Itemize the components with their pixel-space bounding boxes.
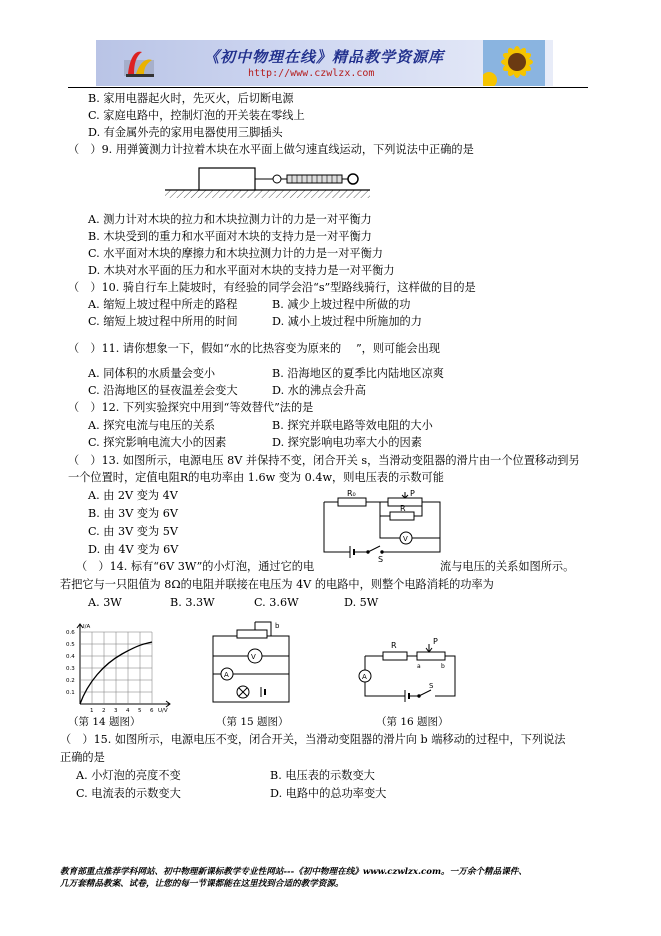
option-line: A. 测力计对木块的拉力和木块拉测力计的力是一对平衡力 bbox=[88, 213, 372, 226]
header-title: 《初中物理在线》精品教学资源库 bbox=[204, 48, 445, 66]
option-line: D. 探究影响电功率大小的因素 bbox=[272, 436, 422, 449]
option-line: D. 木块对水平面的压力和水平面对木块的支持力是一对平衡力 bbox=[88, 264, 395, 277]
option-line: D. 电路中的总功率变大 bbox=[270, 787, 387, 800]
fig16-label-a: a bbox=[417, 663, 421, 670]
fig16-label-p: P bbox=[433, 637, 438, 646]
option-line: C. 由 3V 变为 5V bbox=[88, 525, 178, 538]
fig14-xtick: 2 bbox=[102, 708, 106, 714]
footer bbox=[60, 866, 620, 890]
footer-line-2: 几万套精品教案、试卷，让您的每一节课都能在这里找到合适的教学资源。 bbox=[60, 879, 344, 889]
question-15-cont: 正确的是 bbox=[60, 751, 105, 764]
option-line: D. 减小上坡过程中所施加的力 bbox=[272, 315, 422, 328]
footer-line-1: 教育部重点推荐学科网站、初中物理新课标教学专业性网站---《初中物理在线》www.czwlzx.com。一万余个精品课件、 bbox=[60, 867, 527, 877]
option-line: A. 缩短上坡过程中所走的路程 bbox=[88, 298, 238, 311]
question-14-line2: 若把它与一只阻值为 8Ω的电阻并联接在电压为 4V 的电路中，则整个电路消耗的功率为 bbox=[60, 578, 494, 591]
option-line: B. 电压表的示数变大 bbox=[270, 769, 375, 782]
option-line: A. 同体积的水质量会变小 bbox=[88, 367, 216, 380]
option-line: C. 家庭电路中，控制灯泡的开关装在零线上 bbox=[88, 109, 305, 122]
header-url[interactable]: http://www.czwlzx.com bbox=[248, 68, 375, 79]
figure-16-circuit bbox=[355, 636, 465, 708]
option-line: C. 缩短上坡过程中所用的时间 bbox=[88, 315, 238, 328]
option-line: B. 由 3V 变为 6V bbox=[88, 507, 178, 520]
option-line: B. 3.3W bbox=[170, 596, 215, 609]
fig14-xtick: 4 bbox=[126, 708, 130, 714]
fig14-ytick: 0.2 bbox=[66, 678, 75, 684]
question-13: （ ）13. 如图所示，电源电压 8V 并保持不变，闭合开关 s，当滑动变阻器的滑片由一个位置移动到另 bbox=[68, 454, 580, 467]
option-line: C. 电流表的示数变大 bbox=[76, 787, 181, 800]
option-line: C. 水平面对木块的摩擦力和木块拉测力计的力是一对平衡力 bbox=[88, 247, 383, 260]
fig13-label-r: R bbox=[400, 504, 406, 513]
question-15: （ ）15. 如图所示，电源电压不变，闭合开关，当滑动变阻器的滑片向 b 端移动的过程中，下列说法 bbox=[60, 733, 566, 746]
fig13-label-p: P bbox=[410, 490, 415, 498]
fig14-ytick: 0.5 bbox=[66, 642, 75, 648]
option-line: C. 探究影响电流大小的因素 bbox=[88, 436, 227, 449]
logo-icon bbox=[122, 46, 156, 80]
option-line: A. 探究电流与电压的关系 bbox=[88, 419, 216, 432]
fig14-xtick: 5 bbox=[138, 708, 142, 714]
fig14-xtick: 1 bbox=[90, 708, 94, 714]
option-line: D. 由 4V 变为 6V bbox=[88, 543, 179, 556]
question-9: （ ）9. 用弹簧测力计拉着木块在水平面上做匀速直线运动，下列说法中正确的是 bbox=[68, 143, 474, 156]
option-line: C. 3.6W bbox=[254, 596, 299, 609]
option-line: B. 探究并联电路等效电阻的大小 bbox=[272, 419, 433, 432]
fig14-ylabel: I/A bbox=[83, 624, 91, 630]
option-line: C. 沿海地区的昼夜温差会变大 bbox=[88, 384, 238, 397]
question-10: （ ）10. 骑自行车上陡坡时，有经验的同学会沿“s”型路线骑行，这样做的目的是 bbox=[68, 281, 476, 294]
fig13-label-v: V bbox=[403, 535, 408, 543]
sunflower-icon bbox=[483, 40, 545, 86]
option-line: B. 木块受到的重力和水平面对木块的支持力是一对平衡力 bbox=[88, 230, 372, 243]
caption-fig15: （第 15 题图） bbox=[216, 716, 289, 728]
fig16-label-r: R bbox=[391, 641, 397, 650]
question-14: （ ）14. 标有“6V 3W”的小灯泡，通过它的电 bbox=[76, 560, 315, 573]
fig13-label-s: S bbox=[378, 555, 384, 564]
option-line: B. 减少上坡过程中所做的功 bbox=[272, 298, 411, 311]
fig14-ytick: 0.6 bbox=[66, 630, 75, 636]
figure-9-block-spring-scale bbox=[165, 160, 375, 204]
fig14-xtick: 3 bbox=[114, 708, 118, 714]
fig14-xtick: 6 bbox=[150, 708, 154, 714]
option-line: B. 家用电器起火时，先灭火，后切断电源 bbox=[88, 92, 294, 105]
fig13-label-r0: R₀ bbox=[347, 490, 356, 498]
fig14-ytick: 0.1 bbox=[66, 690, 75, 696]
figure-13-circuit bbox=[318, 490, 446, 564]
fig15-label-b: b bbox=[275, 622, 280, 630]
option-line: D. 5W bbox=[344, 596, 379, 609]
caption-fig16: （第 16 题图） bbox=[376, 716, 449, 728]
option-line: B. 沿海地区的夏季比内陆地区凉爽 bbox=[272, 367, 444, 380]
fig15-label-a: A bbox=[224, 671, 229, 679]
question-14-cont: 流与电压的关系如图所示。 bbox=[440, 560, 575, 573]
figure-15-circuit bbox=[205, 618, 297, 710]
header-banner bbox=[96, 40, 553, 86]
figure-14-graph bbox=[64, 620, 176, 714]
question-11: （ ）11. 请你想象一下，假如“水的比热容变为原来的 ”，则可能会出现 bbox=[68, 342, 440, 355]
option-line: D. 水的沸点会升高 bbox=[272, 384, 366, 397]
option-line: D. 有金属外壳的家用电器使用三脚插头 bbox=[88, 126, 283, 139]
fig16-label-ammeter: A bbox=[362, 673, 367, 681]
header-rule bbox=[68, 87, 588, 88]
fig14-ytick: 0.4 bbox=[66, 654, 75, 660]
option-line: A. 由 2V 变为 4V bbox=[88, 489, 178, 502]
question-13-cont: 一个位置时，定值电阻R的电功率由 1.6w 变为 0.4w，则电压表的示数可能 bbox=[68, 471, 444, 484]
fig15-label-v: V bbox=[251, 653, 256, 661]
fig14-ytick: 0.3 bbox=[66, 666, 75, 672]
fig16-label-b: b bbox=[441, 663, 445, 670]
fig16-label-s: S bbox=[429, 682, 434, 690]
question-12: （ ）12. 下列实验探究中用到“等效替代”法的是 bbox=[68, 401, 314, 414]
option-line: A. 小灯泡的亮度不变 bbox=[76, 769, 181, 782]
caption-fig14: （第 14 题图） bbox=[68, 716, 141, 728]
option-line: A. 3W bbox=[88, 596, 122, 609]
fig14-xlabel: U/V bbox=[158, 708, 168, 714]
